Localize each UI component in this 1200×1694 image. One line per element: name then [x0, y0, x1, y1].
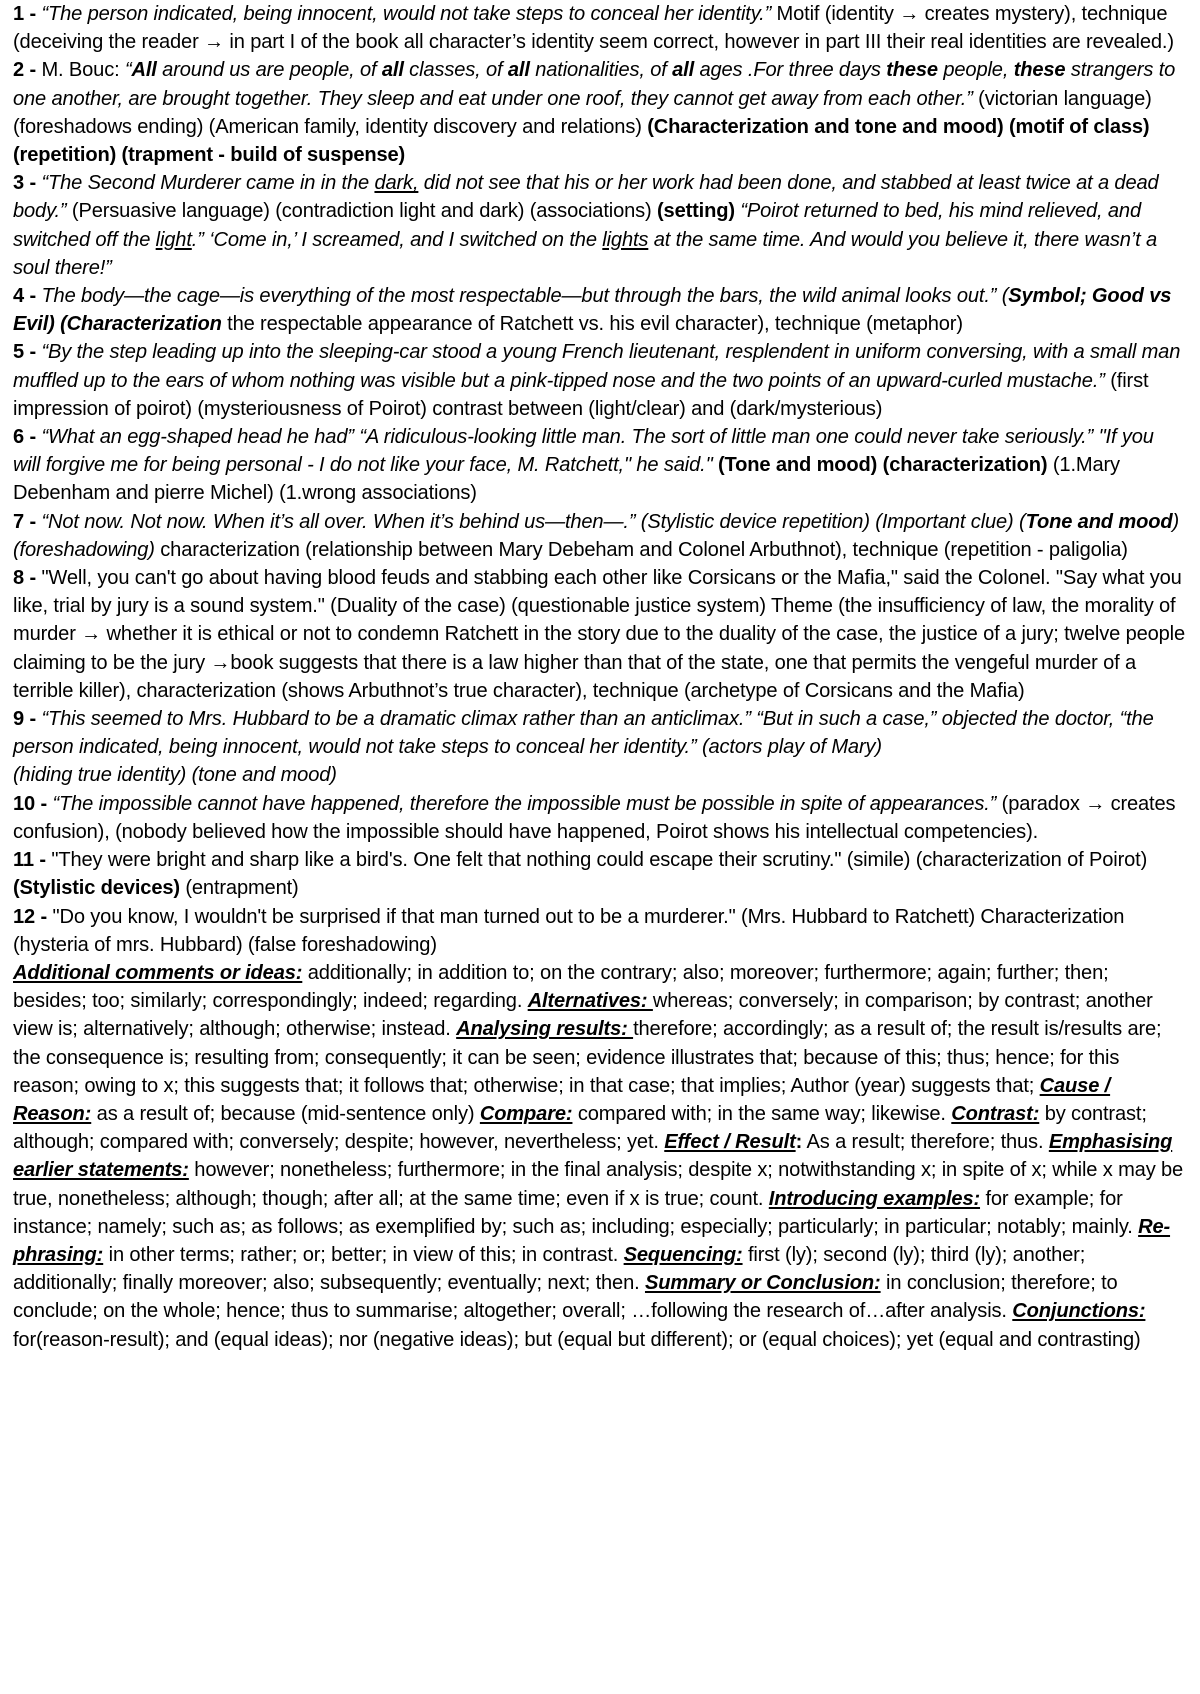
text-run: (Tone and mood) (characterization)	[718, 454, 1048, 477]
text-run: “The Second Murderer came in in the	[41, 172, 375, 195]
text-run: for(reason-result); and (equal ideas); nor (negative ideas); but (equal but different); or (equal choices); yet (equal and contrasting)	[13, 1328, 1141, 1351]
text-run: (paradox → creates confusion), (nobody believed how the impossible should have happened, Poirot shows his intellectual competencies).	[13, 792, 1176, 843]
text-run: compared with; in the same way; likewise.	[572, 1102, 952, 1125]
paragraph-5	[13, 338, 1186, 423]
text-run: Tone and mood	[1025, 510, 1173, 533]
text-run: Re-phrasing:	[13, 1215, 1171, 1266]
text-run: Contrast:	[951, 1102, 1040, 1125]
paragraph-2	[13, 56, 1186, 169]
text-run: 3 -	[13, 172, 42, 195]
paragraph-11	[13, 790, 1186, 846]
text-run: 2 -	[13, 59, 42, 82]
text-run: "Well, you can't go about having blood feuds and stabbing each other like Corsicans or the Mafia," said the Colonel. "Say what you like, trial by jury is a sound system." (Duality of the case) (questionable justice system) Theme (the insufficiency of law, the morality of murder → whether it is ethical or not to condemn Ratchett in the story due to the duality of the case, the justice of a jury; twelve people claiming to be the jury →book suggests that there is a law higher than that of the state, one that permits the vengeful murder of a terrible killer), characterization (shows Arbuthnot’s true character), technique (archetype of Corsicans and the Mafia)	[13, 567, 1186, 702]
text-run: at the same time. And would you believe it, there wasn’t a soul there!”	[13, 228, 1157, 279]
text-run: around us are people, of	[156, 59, 382, 82]
text-run: Compare:	[479, 1102, 573, 1125]
paragraph-9	[13, 705, 1186, 761]
text-run: Effect / Result	[664, 1131, 796, 1154]
text-run: Analysing results:	[456, 1018, 634, 1041]
text-run: by contrast; although; compared with; conversely; despite; however, nevertheless; yet.	[13, 1102, 1147, 1154]
text-run: "Do you know, I wouldn't be surprised if that man turned out to be a murderer." (Mrs. Hubbard to Ratchett) Characterization (hysteria of mrs. Hubbard) (false foreshadowing)	[13, 905, 1125, 956]
text-run: M. Bouc:	[41, 59, 125, 82]
text-run: Additional comments or ideas:	[13, 961, 303, 984]
paragraph-8	[13, 564, 1186, 705]
text-run: whereas; conversely; in comparison; by contrast; another view is; alternatively; although; otherwise; instead.	[13, 990, 1153, 1041]
text-run: 10 -	[13, 792, 53, 815]
text-run: Emphasising earlier statements:	[13, 1131, 1173, 1182]
text-run: “Poirot returned to bed, his mind relieved, and switched off the	[13, 200, 1141, 251]
paragraph-10	[13, 761, 1186, 789]
text-run: (entrapment)	[179, 877, 299, 900]
text-run: “This seemed to Mrs. Hubbard to be a dramatic climax rather than an anticlimax.” “But in such a case,” objected the doctor, “the person indicated, being innocent, would not take steps to conceal her identity.” (actors play of Mary)	[13, 708, 1154, 759]
text-run: in conclusion; therefore; to conclude; on the whole; hence; thus to summarise; altogether; overall; …following the research of…after analysis.	[13, 1272, 1118, 1323]
text-run: these	[886, 59, 938, 82]
text-run: Cause / Reason:	[13, 1074, 1111, 1125]
text-run: 7 -	[13, 510, 42, 533]
text-run: Motif (identity → creates mystery), technique (deceiving the reader → in part I of the book all character’s identity seem correct, however in part III their real identities are revealed.)	[13, 3, 1174, 54]
paragraph-7	[13, 508, 1186, 564]
paragraph-1	[13, 0, 1186, 56]
text-run: 9 -	[13, 708, 42, 731]
text-run: did not see that his or her work had been done, and stabbed at least twice at a dead body.”	[13, 172, 1159, 223]
text-run: .” ‘Come in,’ I screamed, and I switched on the	[191, 228, 603, 251]
paragraph-4	[13, 282, 1186, 338]
text-run: Alternatives:	[527, 990, 653, 1013]
text-run: first (ly); second (ly); third (ly); another; additionally; finally moreover; also; subsequently; eventually; next; then.	[13, 1243, 1086, 1295]
text-run: people,	[937, 59, 1014, 82]
text-run: Introducing examples:	[768, 1187, 981, 1210]
paragraph-6	[13, 423, 1186, 508]
text-run: As a result; therefore; thus.	[802, 1131, 1049, 1154]
text-run: in other terms; rather; or; better; in view of this; in contrast.	[103, 1243, 624, 1266]
text-run: all	[672, 59, 695, 82]
paragraph-13	[13, 903, 1186, 959]
paragraph-3	[13, 169, 1186, 282]
text-run: classes, of	[403, 59, 508, 82]
text-run: all	[381, 59, 404, 82]
text-run: Conjunctions:	[1012, 1300, 1146, 1323]
text-run: 12 -	[13, 905, 53, 928]
text-run: as a result of; because (mid-sentence only)	[91, 1102, 480, 1125]
text-run: 11 -	[13, 849, 52, 872]
text-run: 1 -	[13, 3, 42, 25]
text-run: (hiding true identity) (tone and mood)	[13, 764, 337, 787]
text-run: (Characterization and tone and mood) (motif of class) (repetition) (trapment - build of suspense)	[13, 115, 1150, 167]
text-run: 6 -	[13, 426, 42, 449]
text-run: ) (foreshadowing)	[13, 510, 1180, 561]
text-run: 5 -	[13, 341, 42, 364]
text-run: (victorian language) (foreshadows ending) (American family, identity discovery and relations)	[13, 87, 1152, 138]
text-run: "They were bright and sharp like a bird's. One felt that nothing could escape their scrutiny." (simile) (characterization of Poirot)	[51, 849, 1148, 872]
text-run: All	[131, 59, 157, 82]
text-run: “What an egg-shaped head he had” “A ridiculous-looking little man. The sort of little man one could never take seriously.” "If you will forgive me for being personal - I do not like your face, M. Ratchett," he said."	[13, 426, 1154, 477]
text-run: lights	[602, 228, 649, 251]
text-run: strangers to one another, are brought together. They sleep and eat under one roof, they cannot get away from each other.”	[13, 59, 1176, 110]
paragraph-14	[13, 959, 1186, 1354]
text-run: light	[155, 228, 192, 251]
text-run: (setting)	[657, 200, 735, 223]
text-run: (Stylistic devices)	[13, 877, 180, 900]
text-run: (first impression of poirot) (mysteriousness of Poirot) contrast between (light/clear) and (dark/mysterious)	[13, 369, 1149, 420]
text-run: however; nonetheless; furthermore; in the final analysis; despite x; notwithstanding x; in spite of x; while x may be true, nonetheless; although; though; after all; at the same time; even if x is true; count.	[13, 1159, 1184, 1210]
text-run: additionally; in addition to; on the contrary; also; moreover; furthermore; again; further; then; besides; too; similarly; correspondingly; indeed; regarding.	[13, 961, 1109, 1013]
text-run: ages .For three days	[694, 59, 887, 82]
text-run: The body—the cage—is everything of the most respectable—but through the bars, the wild animal looks out.” (	[41, 285, 1009, 308]
text-run: (Persuasive language) (contradiction light and dark) (associations)	[66, 200, 657, 223]
text-run: Sequencing:	[623, 1243, 743, 1266]
text-run: characterization (relationship between Mary Debeham and Colonel Arbuthnot), technique (repetition - paligolia)	[154, 538, 1128, 561]
text-run: (1.Mary Debenham and pierre Michel) (1.wrong associations)	[13, 454, 1120, 505]
text-run: therefore; accordingly; as a result of; the result is/results are; the consequence is; resulting from; consequently; it can be seen; evidence illustrates that; because of this; thus; hence; for this reason; owing to x; this suggests that; it follows that; otherwise; in that case; that implies; Author (year) suggests that;	[13, 1018, 1162, 1097]
text-run: “Not now. Not now. When it’s all over. When it’s behind us—then—.” (Stylistic device repetition) (Important clue) (	[41, 510, 1026, 533]
text-run: “	[124, 59, 132, 82]
text-run: “The person indicated, being innocent, would not take steps to conceal her identity.”	[41, 3, 772, 25]
text-run: Summary or Conclusion:	[644, 1272, 881, 1295]
text-run: “By the step leading up into the sleeping-car stood a young French lieutenant, resplendent in uniform conversing, with a small man muffled up to the ears of whom nothing was visible but a pink-tipped nose and the two points of an upward-curled mustache.”	[13, 341, 1181, 392]
text-run: dark,	[374, 172, 419, 195]
text-run: these	[1013, 59, 1066, 82]
text-run: Symbol; Good vs Evil) (Characterization	[13, 285, 1172, 336]
text-run: 8 -	[13, 567, 42, 590]
text-run: nationalities, of	[529, 59, 673, 82]
text-run: for example; for instance; namely; such as; as follows; as exemplified by; such as; including; especially; particularly; in particular; notably; mainly.	[13, 1187, 1139, 1238]
text-run: the respectable appearance of Ratchett vs. his evil character), technique (metaphor)	[221, 313, 963, 336]
text-run: all	[507, 59, 530, 82]
text-run: “The impossible cannot have happened, therefore the impossible must be possible in spite of appearances.”	[52, 792, 997, 815]
paragraph-12	[13, 846, 1186, 902]
text-run: :	[795, 1131, 803, 1154]
text-run: 4 -	[13, 285, 42, 308]
